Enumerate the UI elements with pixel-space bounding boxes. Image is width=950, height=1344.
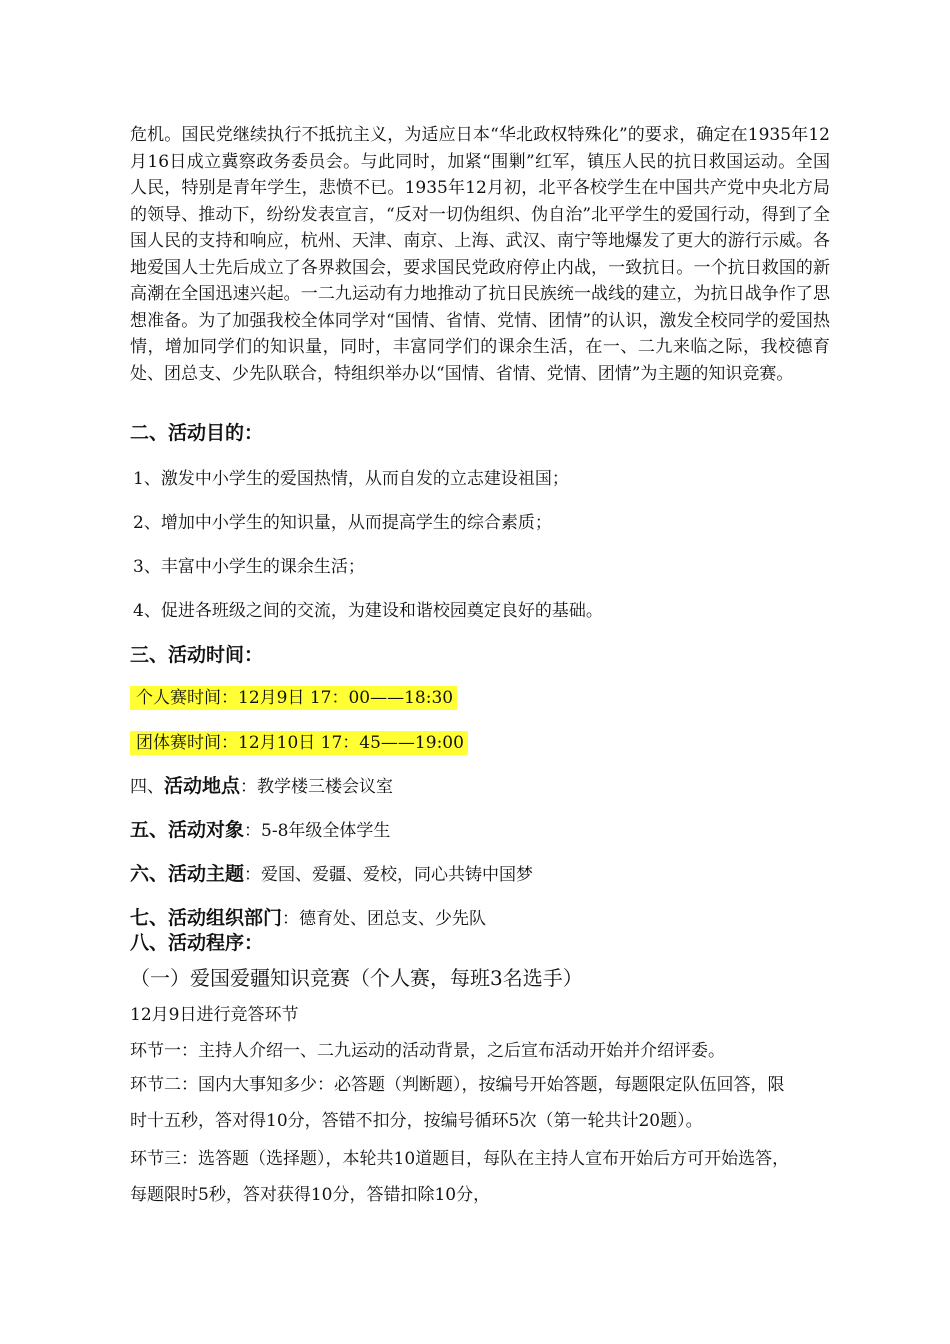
individual-time (130, 683, 457, 708)
target-label: 五、活动对象 (130, 819, 245, 841)
individual-time-text: 个人赛时间：12月9日 17：00——18:30 (130, 686, 457, 710)
org-value: 德育处、团总支、少先队 (299, 909, 487, 929)
theme-value: 爱国、爱疆、爱校，同心共铸中国梦 (261, 865, 534, 885)
location-value: 教学楼三楼会议室 (257, 777, 394, 797)
org-label: 七、活动组织部门 (130, 907, 283, 929)
procedure-step: 环节一：主持人介绍一、二九运动的活动背景，之后宣布活动开始并介绍评委。 (130, 1041, 725, 1061)
location-label: 活动地点 (164, 775, 241, 797)
location-prefix: 四、 (130, 777, 164, 797)
purpose-item: 1、激发中小学生的爱国热情，从而自发的立志建设祖国； (133, 469, 569, 489)
theme-colon: ： (244, 865, 262, 885)
procedure-subheading: （一）爱国爱疆知识竞赛（个人赛，每班3名选手） (130, 966, 583, 990)
org-row (130, 903, 486, 930)
team-time (130, 728, 468, 753)
procedure-step: 环节三：选答题（选择题），本轮共10道题目，每队在主持人宣布开始后方可开始选答， (130, 1149, 790, 1169)
target-colon: ： (244, 821, 262, 841)
purpose-item: 2、增加中小学生的知识量，从而提高学生的综合素质； (133, 513, 552, 533)
time-heading: 三、活动时间： (130, 644, 264, 666)
theme-label: 六、活动主题 (130, 863, 245, 885)
team-time-text: 团体赛时间：12月10日 17：45——19:00 (130, 731, 468, 755)
org-colon: ： (282, 909, 300, 929)
target-value: 5-8年级全体学生 (261, 821, 391, 841)
purpose-item: 3、丰富中小学生的课余生活； (133, 557, 365, 577)
intro-paragraph: 危机。国民党继续执行不抵抗主义，为适应日本“华北政权特殊化”的要求，确定在1935年12月16日成立冀察政务委员会。与此同时，加紧“围剿”红军，镇压人民的抗日救国运动。全国人民，特别是青年学生，悲愤不已。1935年12月初，北平各校学生在中国共产党中央北方局的领导、推动下，纷纷发表宣言，“反对一切伪组织、伪自治”北平学生的爱国行动，得到了全国人民的支持和响应，杭州、天津、南京、上海、武汉、南宁等地爆发了更大的游行示威。各地爱国人士先后成立了各界救国会，要求国民党政府停止内战，一致抗日。一个抗日救国的新高潮在全国迅速兴起。一二九运动有力地推动了抗日民族统一战线的建立，为抗日战争作了思想准备。为了加强我校全体同学对“国情、省情、党情、团情”的认识，激发全校同学的爱国热情，增加同学们的知识量，同时，丰富同学们的课余生活，在一、二九来临之际，我校德育处、团总支、少先队联合，特组织举办以“国情、省情、党情、团情”为主题的知识竞赛。 (130, 125, 830, 384)
target-row (130, 815, 390, 842)
procedure-heading: 八、活动程序： (130, 932, 264, 954)
procedure-step-continued: 每题限时5秒，答对获得10分，答错扣除10分， (130, 1185, 491, 1205)
theme-row (130, 859, 533, 886)
location-row (130, 771, 393, 798)
purpose-heading: 二、活动目的： (130, 422, 264, 444)
procedure-step: 环节二：国内大事知多少：必答题（判断题），按编号开始答题，每题限定队伍回答，限 (130, 1075, 785, 1095)
procedure-step-continued: 时十五秒，答对得10分，答错不扣分，按编号循环5次（第一轮共计20题）。 (130, 1111, 703, 1131)
purpose-item: 4、促进各班级之间的交流，为建设和谐校园奠定良好的基础。 (133, 601, 603, 621)
procedure-date: 12月9日进行竞答环节 (130, 1005, 299, 1025)
location-colon: ： (240, 777, 258, 797)
